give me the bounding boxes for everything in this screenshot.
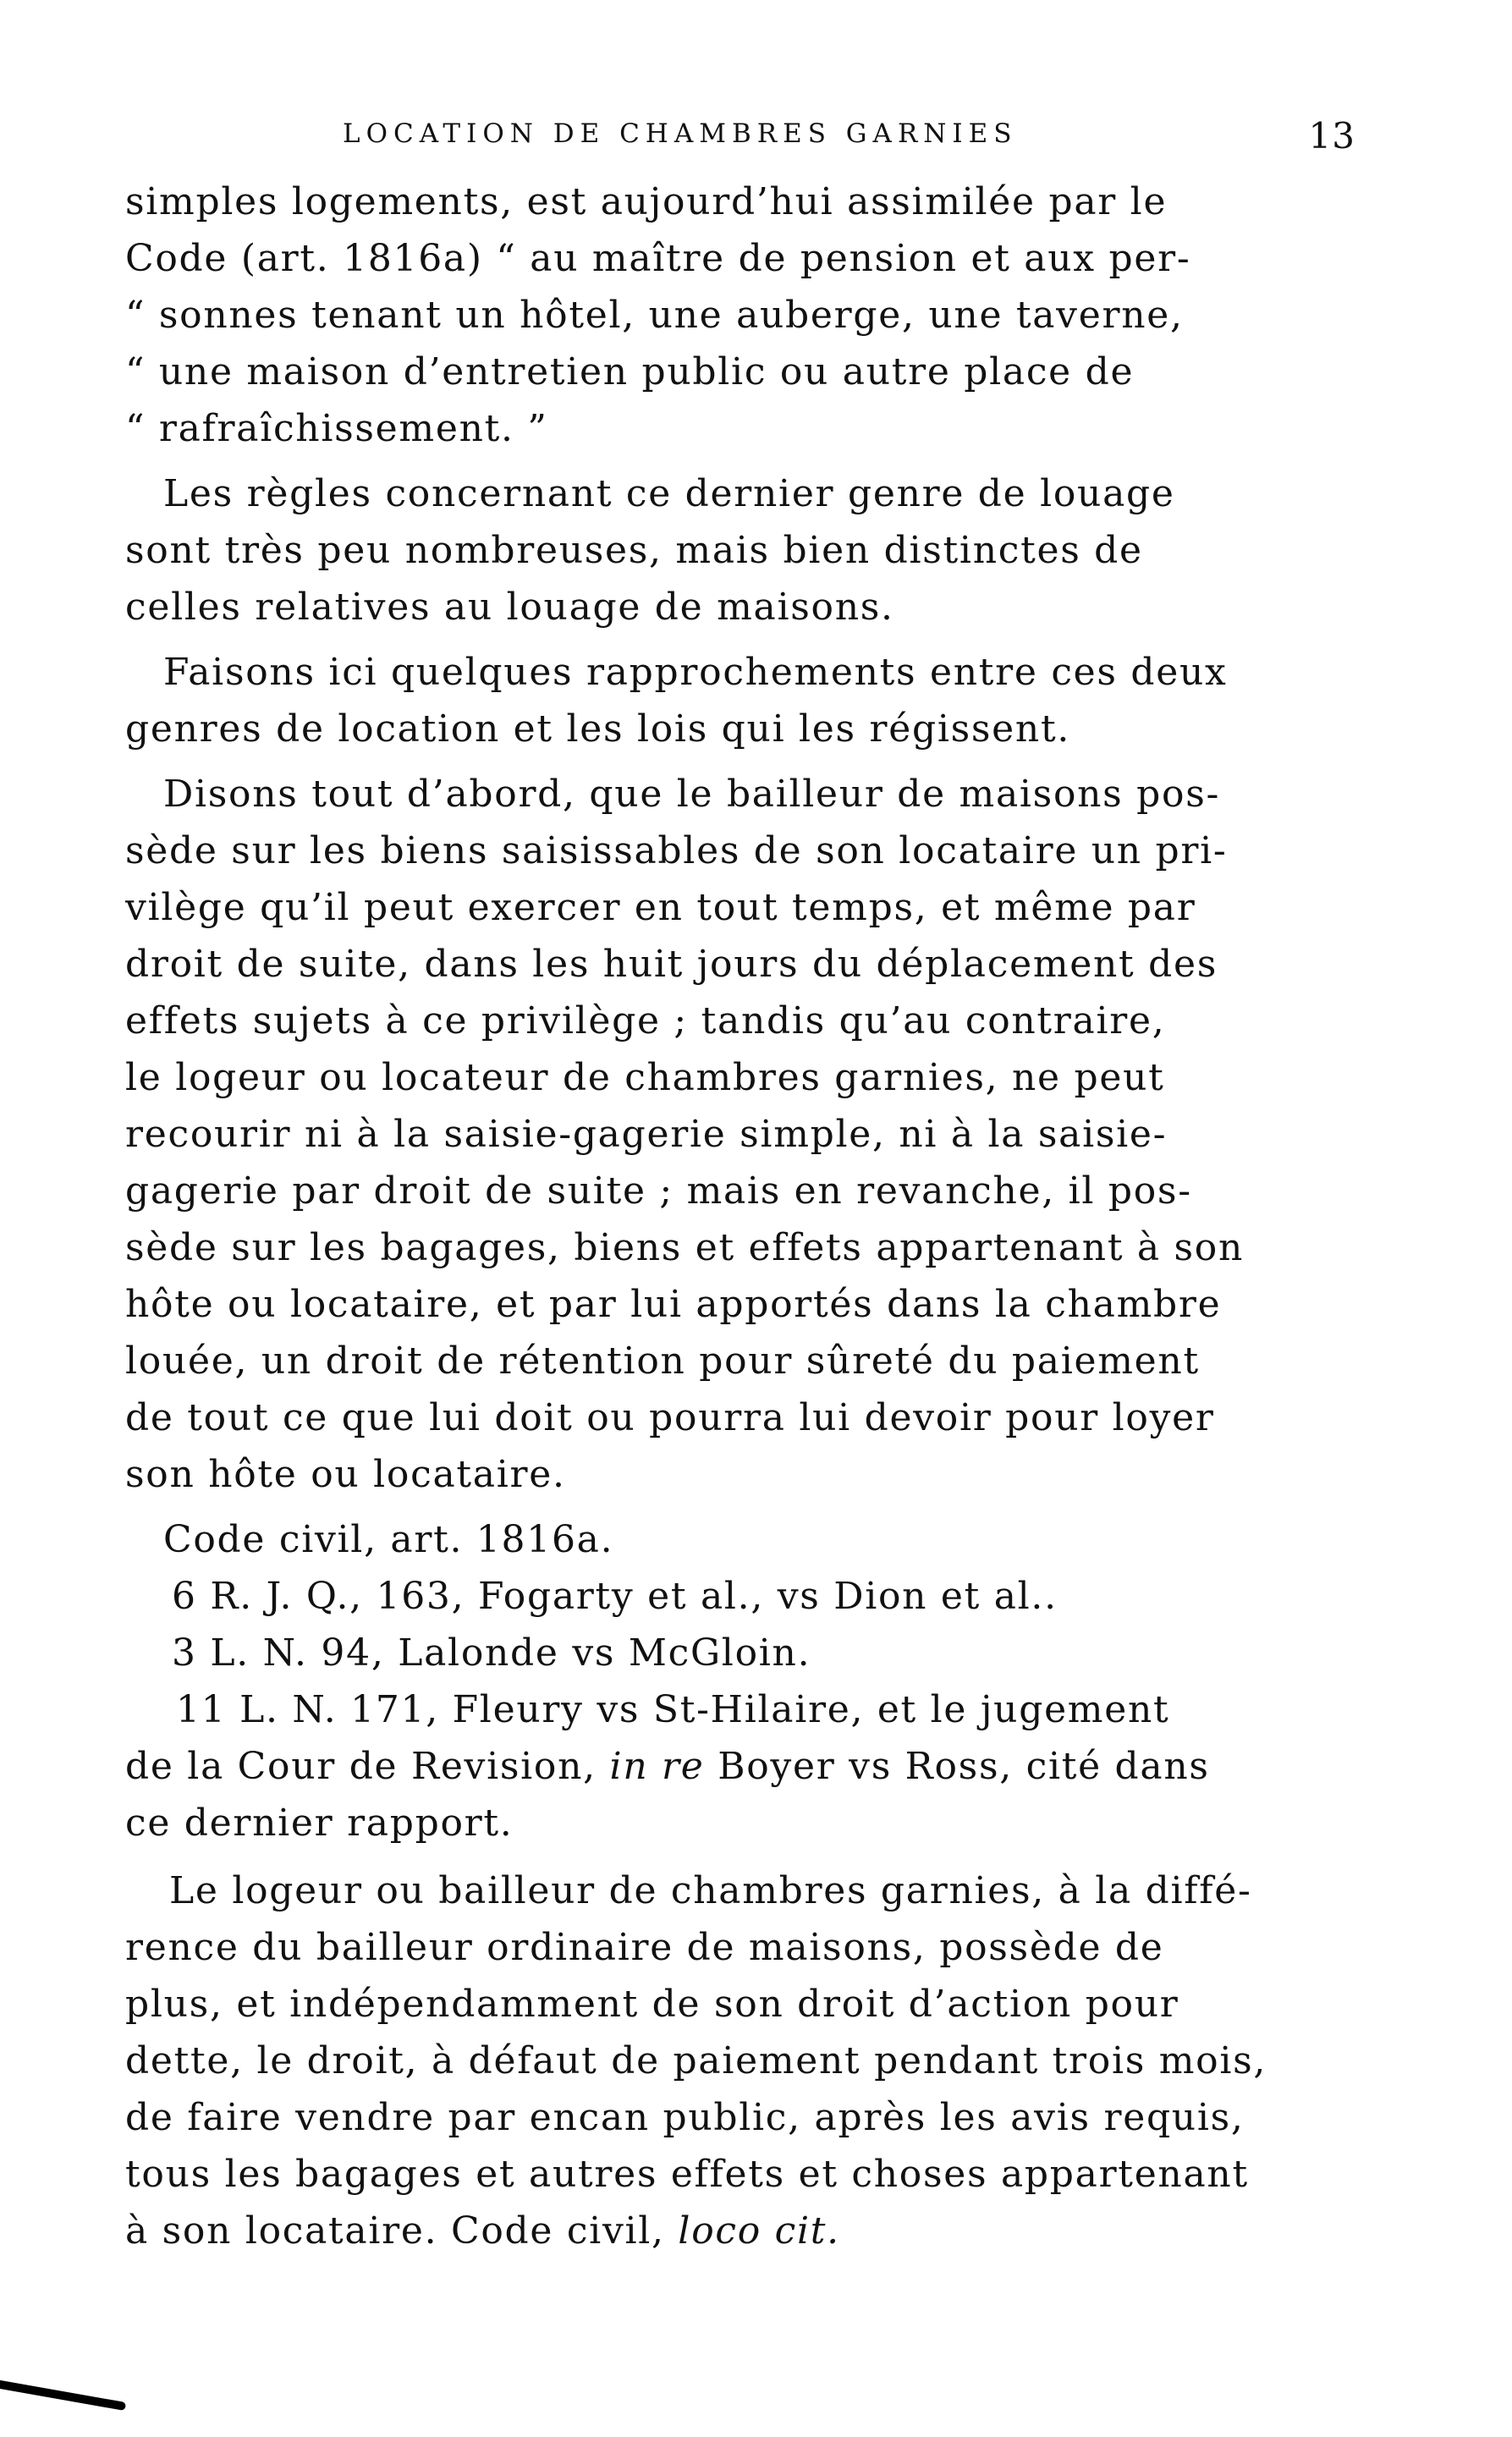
text-line: Faisons ici quelques rapprochements entre ces deux	[163, 651, 1228, 694]
text-line: tous les bagages et autres effets et choses appartenant	[125, 2153, 1249, 2196]
text-line: celles relatives au louage de maisons.	[125, 586, 894, 629]
text-line: droit de suite, dans les huit jours du déplacement des	[125, 943, 1218, 986]
text-line: Code (art. 1816a) “ au maître de pension et aux per-	[125, 237, 1191, 280]
text-line: recourir ni à la saisie-gagerie simple, ni à la saisie-	[125, 1113, 1168, 1156]
text-line: Le logeur ou bailleur de chambres garnies, à la diffé-	[169, 1869, 1252, 1912]
page-header	[118, 103, 1355, 157]
citation-line: Code civil, art. 1816a.	[163, 1518, 614, 1561]
scan-edge-shadow	[0, 2370, 126, 2411]
text-line: rence du bailleur ordinaire de maisons, possède de	[125, 1926, 1164, 1969]
text-line: hôte ou locataire, et par lui apportés dans la chambre	[125, 1283, 1222, 1326]
text-line: “ une maison d’entretien public ou autre place de	[125, 350, 1135, 393]
running-title: LOCATION DE CHAMBRES GARNIES	[343, 118, 1018, 149]
text-line: “ rafraîchissement. ”	[125, 407, 548, 450]
citation-text: de la Cour de Revision,	[125, 1745, 597, 1788]
citation-line: 3 L. N. 94, Lalonde vs McGloin.	[172, 1631, 811, 1675]
text-line: le logeur ou locateur de chambres garnies, ne peut	[125, 1056, 1165, 1099]
latin-phrase: loco cit.	[678, 2209, 840, 2253]
page-number: 13	[1308, 115, 1355, 157]
text-line: sède sur les biens saisissables de son locataire un pri-	[125, 829, 1228, 872]
text-line: de faire vendre par encan public, après les avis requis,	[125, 2096, 1245, 2139]
citation-line: 6 R. J. Q., 163, Fogarty et al., vs Dion et al..	[172, 1575, 1058, 1618]
text-line: son hôte ou locataire.	[125, 1453, 566, 1496]
text-line: de tout ce que lui doit ou pourra lui devoir pour loyer	[125, 1396, 1215, 1439]
text-line: genres de location et les lois qui les régissent.	[125, 707, 1071, 751]
citation-text: Boyer vs Ross, cité dans	[718, 1745, 1210, 1788]
text-line: dette, le droit, à défaut de paiement pendant trois mois,	[125, 2039, 1267, 2082]
citation-line: 11 L. N. 171, Fleury vs St-Hilaire, et le jugement	[176, 1688, 1170, 1731]
text-fragment: à son locataire. Code civil,	[125, 2209, 665, 2253]
text-line: vilège qu’il peut exercer en tout temps, et même par	[125, 886, 1196, 929]
citation-line: ce dernier rapport.	[125, 1802, 514, 1845]
text-line: sède sur les bagages, biens et effets appartenant à son	[125, 1226, 1245, 1269]
text-line: “ sonnes tenant un hôtel, une auberge, une taverne,	[125, 294, 1184, 337]
text-line: louée, un droit de rétention pour sûreté du paiement	[125, 1340, 1200, 1383]
citation-line	[125, 1738, 1210, 1795]
latin-phrase: in re	[609, 1745, 705, 1788]
text-line: sont très peu nombreuses, mais bien distinctes de	[125, 529, 1143, 572]
text-line: gagerie par droit de suite ; mais en revanche, il pos-	[125, 1169, 1192, 1213]
text-line	[125, 2203, 840, 2259]
text-line: effets sujets à ce privilège ; tandis qu’au contraire,	[125, 999, 1166, 1042]
text-line: Disons tout d’abord, que le bailleur de maisons pos-	[163, 773, 1221, 816]
text-line: Les règles concernant ce dernier genre de louage	[163, 472, 1175, 515]
text-line: plus, et indépendamment de son droit d’action pour	[125, 1983, 1179, 2026]
text-line: simples logements, est aujourd’hui assimilée par le	[125, 180, 1168, 223]
